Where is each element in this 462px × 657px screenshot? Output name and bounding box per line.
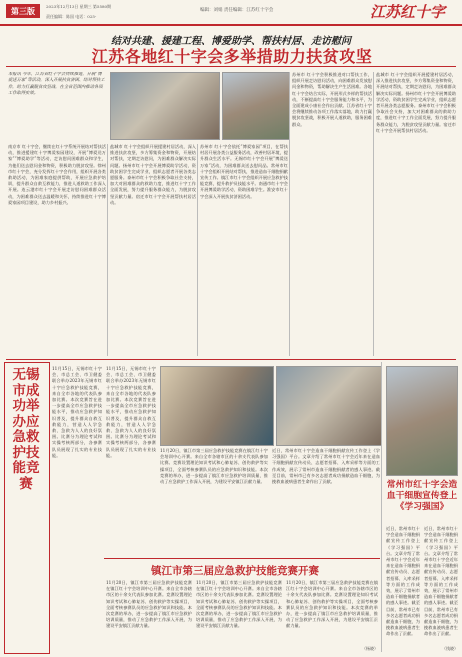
headline-divider — [6, 66, 456, 67]
wuxi-article-text: 11月15日，无锡市红十字会、市总工会、市卫健委联合举办2023年无锡市红十字应急救护技能竞赛，来自全市各地的代表队参加比赛。本次竞赛旨在进一步提高全市应急救护技能水平，推动应急救护知识普及，提升群众自救互救能力，营造人人学急救、急救为人人的良好氛围。比赛分为理论考试和实操考核两部分，各参赛队员展现了扎实的专业技能。 — [52, 366, 102, 458]
editor-info: 责任编辑：陈国 电话：025- — [46, 14, 97, 19]
main-headline: 江苏各地红十字会多举措助力扶贫攻坚 — [91, 47, 373, 66]
main-photo — [110, 72, 220, 140]
competition-photo — [160, 366, 274, 446]
changzhou-text-col1: 近日，常州市红十字会造血干细胞捐献宣传工作登上《学习强国》平台。文章介绍了常州市红十字会近年来在造血干细胞捐献宣传动员、志愿者招募、入库采样等方面的工作成效，展示了常州市造血干细胞捐献者的感人事迹。截至目前，常州市已有多名志愿者成功捐献造血干细胞，为挽救血液病患者生命作出了贡献。 — [386, 526, 420, 637]
column-divider — [381, 362, 382, 652]
edition-badge: 第三版 — [6, 4, 40, 18]
lead-paragraph: 本报讯 今年，江苏省红十字会持续推进，开展“博爱送万家”等活动，深入开展扶贫济困、结对帮扶工作，助力打赢脱贫攻坚战，在全省范围内推动各项工作取得实效。 — [8, 72, 105, 96]
zhenjiang-author: （杨晓） — [362, 646, 378, 651]
zhenjiang-divider — [104, 558, 380, 559]
main-article-col2: 盐城市 红十字会组织开展援建村居活动，深入推进扶贫攻坚，多方筹集资金和物资，开展结对帮扶，定期走访慰问，为困难群众解决实际问题。扬州市红十字会开展博爱助学活动，资助贫困学生完成学业，组织志愿者开展各类志愿服务。泰州市红十字会积极争取社会支持，加大对困难群众的救助力度，推进红十字工作全面发展，努力提升服务群众能力，为脱贫攻坚贡献力量。宿迁市红十字会开展帮扶村居活动。 — [110, 144, 196, 205]
second-photo — [222, 72, 290, 140]
column-divider — [289, 72, 290, 356]
wuxi-headline: 无锡市成功举办应急救护技能竞赛 — [12, 367, 40, 492]
section-divider — [6, 359, 456, 360]
zhenjiang-text-col2: 11月20日，镇江市第三届应急救护技能竞赛在镇江红十字会培训中心开赛。来自全市各辖市区的十余支代表队参加比赛。竞赛设置理论知识考试和心肺复苏、创伤救护等实操项目，全面考核参赛队员的应急救护知识和技能。本次竞赛的举办，进一步提高了镇江市应急救护培训质量，推动了应急救护工作深入开展，为建设平安镇江贡献力量。 — [196, 580, 282, 629]
main-article-col4: 苏州市 红十字会积极推进对口帮扶工作，组织开展走访慰问活动，向困难群众发放慰问金和物资，帮助解决生产生活困难。各地红十字会结合实际，开展形式多样的帮扶活动，不断提高红十字会服务能力和水平，为全面建成小康社会作出贡献。江苏省红十字会将继续推动各项工作落实落地，助力打赢脱贫攻坚战，积极开展人道救助，服务困难群众。 — [292, 72, 372, 127]
middle-article-text: 11月20日，镇江市第三届应急救护技能竞赛在镇江红十字会培训中心开赛。来自全市各辖市区的十余支代表队参加比赛。竞赛设置理论知识考试和心肺复苏、创伤救护等实操项目，全面考核参赛队员的应急救护知识和技能。本次竞赛的举办，进一步提高了镇江市应急救护培训质量，推动了应急救护工作深入开展，为建设平安镇江贡献力量。 — [160, 448, 268, 485]
column-divider — [373, 72, 374, 356]
zhenjiang-headline: 镇江市第三届应急救护技能竞赛开赛 — [151, 565, 319, 577]
main-article-col5: 盐城市 红十字会组织开展援建村居活动，深入推进扶贫攻坚，多方筹集资金和物资，开展结对帮扶，定期走访慰问，为困难群众解决实际问题。扬州市红十字会开展博爱助学活动，资助贫困学生完成学业，组织志愿者开展各类志愿服务。泰州市红十字会积极争取社会支持，加大对困难群众的救助力度，推进红十字工作全面发展，努力提升服务群众能力，为脱贫攻坚贡献力量。宿迁市红十字会开展帮扶村居活动。 — [376, 72, 456, 133]
changzhou-headline: 常州市红十字会造血干细胞宣传登上《学习强国》 — [386, 480, 458, 512]
main-article-col1: 南京市 红十字会，继续在红十字系统开展结对帮扶活动，推进援建红十字博爱家园建设，开展“博爱送万家”“博爱助学”等活动，走访慰问困难群众和学生，为他们送去慰问金和物资，积极助力脱贫攻坚。徐州市红十字会，充分发挥红十字会作用，组织开展各类救助活动，为困难家庭提供帮助，开展应急救护培训，提升群众自救互救能力，推进人道救助工作深入开展。连云港市红十字会开展走访慰问困难群众活动，为困难群众送去温暖和关怀，持续推进红十字博爱家园项目建设，助力乡村振兴。 — [8, 144, 106, 205]
column-divider — [107, 144, 108, 356]
header-middle: 编辑：刘娟 责任编辑：江苏红十字会 — [200, 8, 274, 13]
zhenjiang-text-col1: 11月20日，镇江市第三届应急救护技能竞赛在镇江红十字会培训中心开赛。来自全市各辖市区的十余支代表队参加比赛。竞赛设置理论知识考试和心肺复苏、创伤救护等实操项目，全面考核参赛队员的应急救护知识和技能。本次竞赛的举办，进一步提高了镇江市应急救护培训质量，推动了应急救护工作深入开展，为建设平安镇江贡献力量。 — [106, 580, 192, 629]
masthead-logo: 江苏红十字 — [370, 3, 446, 21]
headline-kicker: 结对共建、援建工程、博爱助学、帮扶村居、走访慰问 — [111, 36, 351, 47]
zhenjiang-text-col3: 11月20日，镇江市第三届应急救护技能竞赛在镇江红十字会培训中心开赛。来自全市各辖市区的十余支代表队参加比赛。竞赛设置理论知识考试和心肺复苏、创伤救护等实操项目，全面考核参赛队员的应急救护知识和技能。本次竞赛的举办，进一步提高了镇江市应急救护培训质量，推动了应急救护工作深入开展，为建设平安镇江贡献力量。 — [286, 580, 378, 629]
middle-article-text-2: 近日，常州市红十字会造血干细胞捐献宣传工作登上《学习强国》平台。文章介绍了常州市红十字会近年来在造血干细胞捐献宣传动员、志愿者招募、入库采样等方面的工作成效，展示了常州市造血干细胞捐献者的感人事迹。截至目前，常州市已有多名志愿者成功捐献造血干细胞，为挽救血液病患者生命作出了贡献。 — [272, 448, 380, 485]
column-divider — [197, 144, 198, 356]
changzhou-author: （钱晓） — [442, 646, 458, 651]
main-article-col3: 苏州市 红十字会依托“博爱家园”项目，在帮扶村居开展各类公益服务活动，改善村居环境，提升群众生活水平。无锡市红十字会开展“博爱送万家”活动，为困难群众送去慰问品。常州市红十字会组织开展结对帮扶，推进造血干细胞捐献宣传工作。镇江市红十字会组织开展应急救护技能竞赛，提升救护员技能水平。南通市红十字会开展博爱助学活动，资助困难学生。淮安市红十字会深入开展扶贫济困活动。 — [200, 144, 288, 199]
changzhou-photo — [386, 366, 458, 476]
competition-photo-2 — [276, 366, 382, 446]
changzhou-text-col2: 近日，常州市红十字会造血干细胞捐献宣传工作登上《学习强国》平台。文章介绍了常州市红十字会近年来在造血干细胞捐献宣传动员、志愿者招募、入库采样等方面的工作成效，展示了常州市造血干细胞捐献者的感人事迹。截至目前，常州市已有多名志愿者成功捐献造血干细胞，为挽救血液病患者生命作出了贡献。 — [424, 526, 458, 637]
issue-info: 2023年12月13日 星期三 第5580期 — [46, 4, 112, 9]
wuxi-article-text-cont: 11月15日，无锡市红十字会、市总工会、市卫健委联合举办2023年无锡市红十字应急救护技能竞赛，来自全市各地的代表队参加比赛。本次竞赛旨在进一步提高全市应急救护技能水平，推动应急救护知识普及，提升群众自救互救能力，营造人人学急救、急救为人人的良好氛围。比赛分为理论考试和实操考核两部分，各参赛队员展现了扎实的专业技能。 — [106, 366, 156, 458]
